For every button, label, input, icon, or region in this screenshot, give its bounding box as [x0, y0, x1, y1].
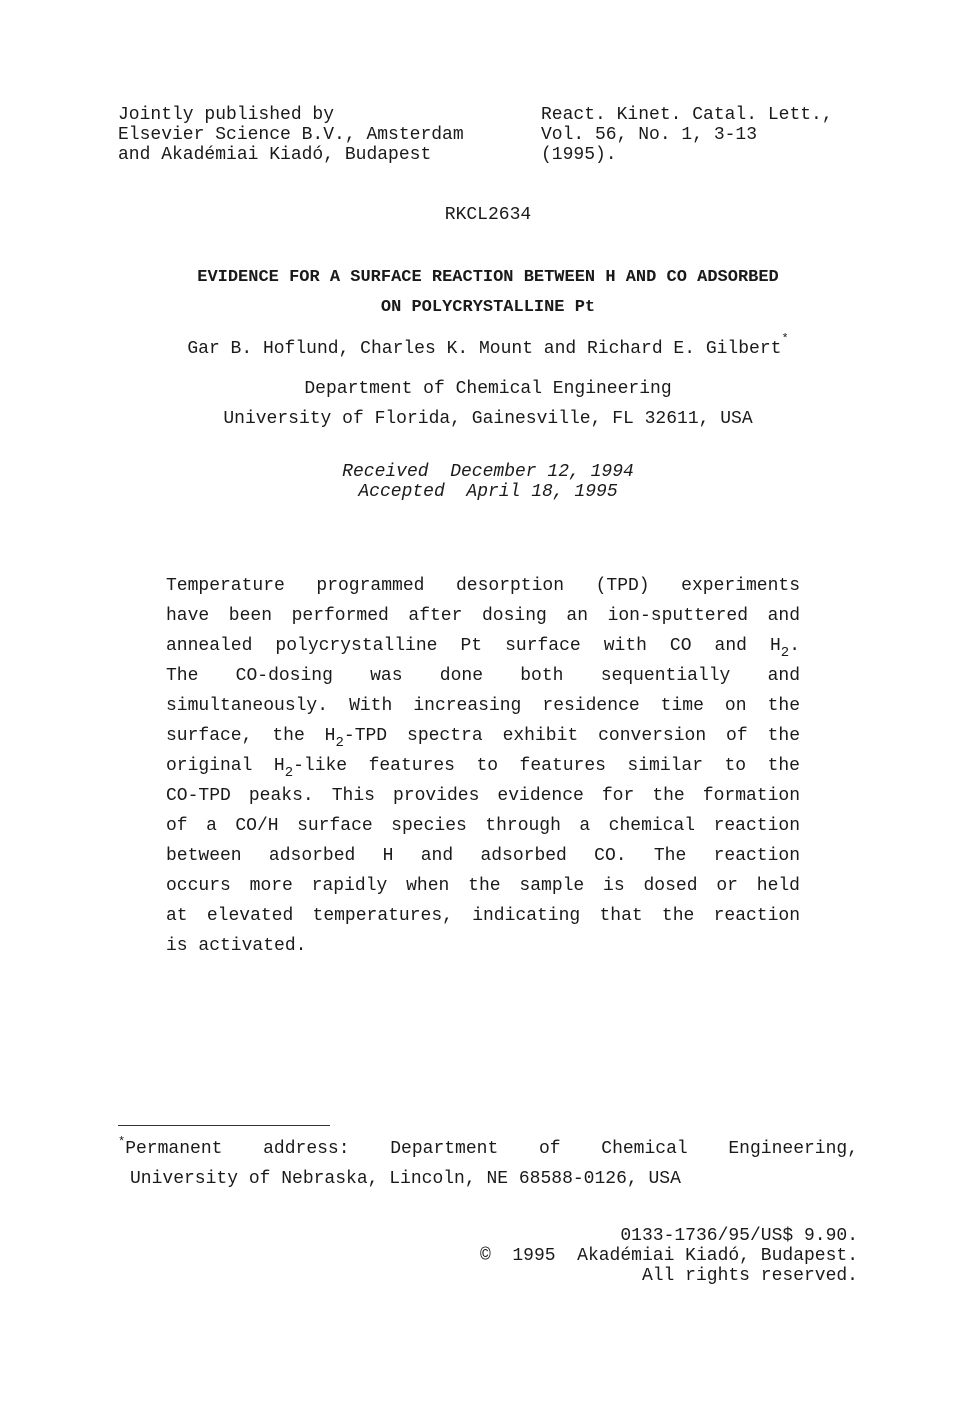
abstract-line: The CO-dosing was done both sequentially and: [166, 666, 800, 686]
subscript-2: 2: [780, 645, 790, 661]
publisher-block: [118, 105, 464, 165]
footnote: [118, 1135, 858, 1194]
affiliation: [0, 374, 976, 434]
abstract-line: between adsorbed H and adsorbed CO. The reaction: [166, 846, 800, 866]
affiliation-line: University of Florida, Gainesville, FL 32611, USA: [223, 409, 753, 429]
journal-citation: [541, 105, 833, 165]
subscript-2: 2: [284, 765, 294, 781]
footnote-line: *Permanent address: Department of Chemical Engineering,: [118, 1135, 858, 1159]
abstract-line: Temperature programmed desorption (TPD) experiments: [166, 576, 800, 596]
abstract-line: surface, the $H_2$-TPD spectra exhibit conversion of the: [166, 726, 800, 751]
journal-line: React. Kinet. Catal. Lett.,: [541, 105, 833, 125]
paper-code: RKCL2634: [444, 205, 532, 225]
journal-line: (1995).: [541, 145, 617, 165]
abstract-line: at elevated temperatures, indicating that the reaction: [166, 906, 800, 926]
abstract-line: simultaneously. With increasing residence time on the: [166, 696, 800, 716]
abstract-line: of a CO/H surface species through a chemical reaction: [166, 816, 800, 836]
footnote-line: University of Nebraska, Lincoln, NE 68588-0126, USA: [130, 1169, 681, 1189]
title-line: ON POLYCRYSTALLINE Pt: [380, 298, 596, 317]
received-date: Received December 12, 1994: [342, 462, 634, 482]
author-list: [0, 333, 976, 359]
copyright-block: [480, 1226, 858, 1286]
authors-text: Gar B. Hoflund, Charles K. Mount and Richard E. Gilbert: [187, 339, 782, 359]
publisher-line: Jointly published by: [118, 105, 335, 125]
footnote-marker: *: [118, 1135, 126, 1149]
copyright-line: © 1995 Akadémiai Kiadó, Budapest.: [479, 1246, 858, 1266]
abstract-line: have been performed after dosing an ion-sputtered and: [166, 606, 800, 626]
copyright-line: All rights reserved.: [641, 1266, 858, 1286]
subscript-2: 2: [335, 735, 344, 751]
abstract-line: CO-TPD peaks. This provides evidence for the formation: [166, 786, 800, 806]
abstract-line: occurs more rapidly when the sample is dosed or held: [166, 876, 800, 896]
author-footnote-marker: *: [781, 332, 789, 346]
publisher-line: and Akadémiai Kiadó, Budapest: [118, 145, 432, 165]
dates-block: [0, 462, 976, 502]
accepted-date: Accepted April 18, 1995: [358, 482, 618, 502]
affiliation-line: Department of Chemical Engineering: [304, 379, 672, 399]
abstract-line: annealed polycrystalline Pt surface with CO and $H_2$.: [166, 636, 800, 661]
abstract: [166, 571, 800, 961]
journal-line: Vol. 56, No. 1, 3-13: [541, 125, 758, 145]
footnote-rule: [118, 1125, 330, 1126]
title-line: EVIDENCE FOR A SURFACE REACTION BETWEEN H AND CO ADSORBED: [197, 268, 779, 287]
publisher-line: Elsevier Science B.V., Amsterdam: [118, 125, 464, 145]
abstract-line: is activated.: [166, 936, 307, 956]
paper-title: [100, 263, 876, 323]
copyright-line: 0133-1736/95/US$ 9.90.: [620, 1226, 858, 1246]
abstract-line: original $H_2$-like features to features similar to the: [166, 756, 800, 781]
